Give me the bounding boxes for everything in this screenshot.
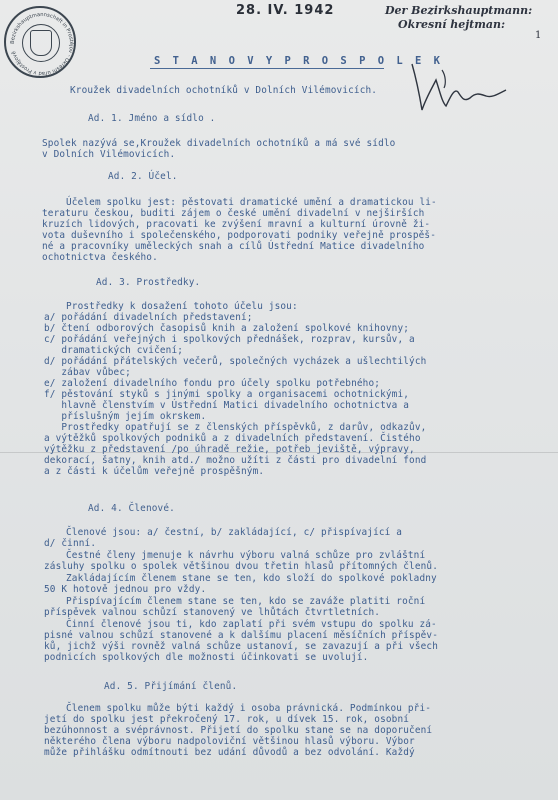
section-line: ochotnictva českého.: [42, 252, 158, 263]
official-title-czech: Okresní hejtman:: [398, 18, 506, 31]
title-underline: [150, 68, 384, 69]
section-line: e/ založení divadelního fondu pro účely spolku potřebného;: [44, 378, 381, 389]
section-line: Členové jsou: a/ čestní, b/ zakládající, c/ přispívající a: [66, 527, 403, 538]
section-line: bezúhonnost a svéprávnost. Přijetí do spolku stane se na doporučení: [44, 725, 433, 736]
section-line: zábav vůbec;: [44, 367, 131, 378]
section-line: Účelem spolku jest: pěstovati dramatické umění a dramatickou li-: [66, 197, 437, 208]
section-line: kruzích lidových, pracovati ke zvýšení mravní a kulturní úrovně ži-: [42, 219, 431, 230]
section-line: a výtěžků spolkových podniků a z divadelních představení. Čistého: [44, 433, 421, 444]
section-line: výtěžku z představení /po úhradě režie, potřeb jeviště, výpravy,: [44, 444, 415, 455]
section-line: a z části k účelům veřejně prospěšným.: [44, 466, 265, 477]
section-line: podnicích spolkových dle možnosti účinkovati se uvolují.: [44, 652, 369, 663]
document-subtitle: Kroužek divadelních ochotníků v Dolních Vilémovicích.: [70, 85, 378, 96]
section-line: Přispívajícím členem stane se ten, kdo se zaváže platiti roční: [66, 596, 426, 607]
section-line: může přihlášku odmítnouti bez udání důvodů a bez odvolání. Každý: [44, 747, 415, 758]
section-line: příspěvek valnou schůzí stanovený ve lhůtách čtvrtletních.: [44, 607, 381, 618]
sheet-number: 1: [535, 30, 542, 41]
section-line: teraturu českou, buditi zájem o české umění divadelní v nejširších: [42, 208, 425, 219]
section-line: dramatických cvičení;: [44, 345, 184, 356]
section-line: hlavně členstvím v Ústřední Matici divadelního ochotnictva a: [44, 400, 410, 411]
handwritten-signature: [402, 58, 512, 118]
section-line: d/ pořádání přátelských večerů, společných vycházek a ušlechtilých: [44, 356, 427, 367]
section-line: b/ čtení odborových časopisů knih a založení spolkové knihovny;: [44, 323, 410, 334]
section-heading: Ad. 4. Členové.: [88, 503, 175, 514]
section-line: f/ pěstování styků s jinými spolky a organisacemi ochotnickými,: [44, 389, 410, 400]
eagle-crest-icon: [30, 30, 52, 56]
section-line: Prostředky k dosažení tohoto účelu jsou:: [66, 301, 298, 312]
document-title: S T A N O V Y P R O S P O L E K: [154, 55, 443, 67]
section-line: některého člena výboru nadpoloviční většinou hlasů výboru. Výbor: [44, 736, 415, 747]
section-line: d/ činní.: [44, 538, 97, 549]
section-line: příslušným jejím okrskem.: [44, 411, 207, 422]
section-line: v Dolních Vilémovicích.: [42, 149, 176, 160]
section-line: 50 K hotově jednou pro vždy.: [44, 584, 207, 595]
section-line: pisné valnou schůzí stanovené a k dalšímu placení měsíčních příspěv-: [44, 630, 439, 641]
section-line: Čestné členy jmenuje k návrhu výboru valná schůze pro zvláštní: [66, 550, 426, 561]
date-stamp: 28. IV. 1942: [236, 3, 335, 18]
section-line: né a pracovníky uměleckých snah a cílů Ústřední Matice divadelního: [42, 241, 425, 252]
section-heading: Ad. 1. Jméno a sídlo .: [88, 113, 216, 124]
section-line: Členem spolku může býti každý i osoba právnická. Podmínkou při-: [66, 703, 432, 714]
section-heading: Ad. 2. Účel.: [108, 171, 178, 182]
section-line: jetí do spolku jest překročený 17. rok, u dívek 15. rok, osobní: [44, 714, 410, 725]
official-seal: [4, 6, 76, 78]
section-line: c/ pořádání veřejných i spolkových přednášek, rozprav, kursův, a: [44, 334, 415, 345]
section-line: Zakládajícím členem stane se ten, kdo složí do spolkové pokladny: [66, 573, 437, 584]
section-heading: Ad. 3. Prostředky.: [96, 277, 201, 288]
section-line: dekorací, šatny, knih atd./ možno užíti z části pro divadelní fond: [44, 455, 427, 466]
section-line: ků, jichž výši rovněž valná schůze ustanoví, se zavazují a při všech: [44, 641, 439, 652]
section-line: Spolek nazývá se,Kroužek divadelních ochotníků a má své sídlo: [42, 138, 396, 149]
section-line: Prostředky opatřují se z členských příspěvků, z darův, odkazův,: [44, 422, 427, 433]
section-line: Činní členové jsou ti, kdo zaplatí při svém vstupu do spolku zá-: [66, 619, 437, 630]
section-line: a/ pořádání divadelních představení;: [44, 312, 253, 323]
section-line: vota duševního i společenského, podporovati podniky veřejně prospěš-: [42, 230, 437, 241]
section-line: zásluhy spolku o spolek většinou dvou třetin hlasů přítomných členů.: [44, 561, 439, 572]
seal-ring-label: Bezirkshauptmannschaft in Prostějov - Okresní úřad v Prostějově: [9, 11, 75, 77]
section-heading: Ad. 5. Přijímání členů.: [104, 681, 238, 692]
official-title-german: Der Bezirkshauptmann:: [385, 4, 533, 17]
